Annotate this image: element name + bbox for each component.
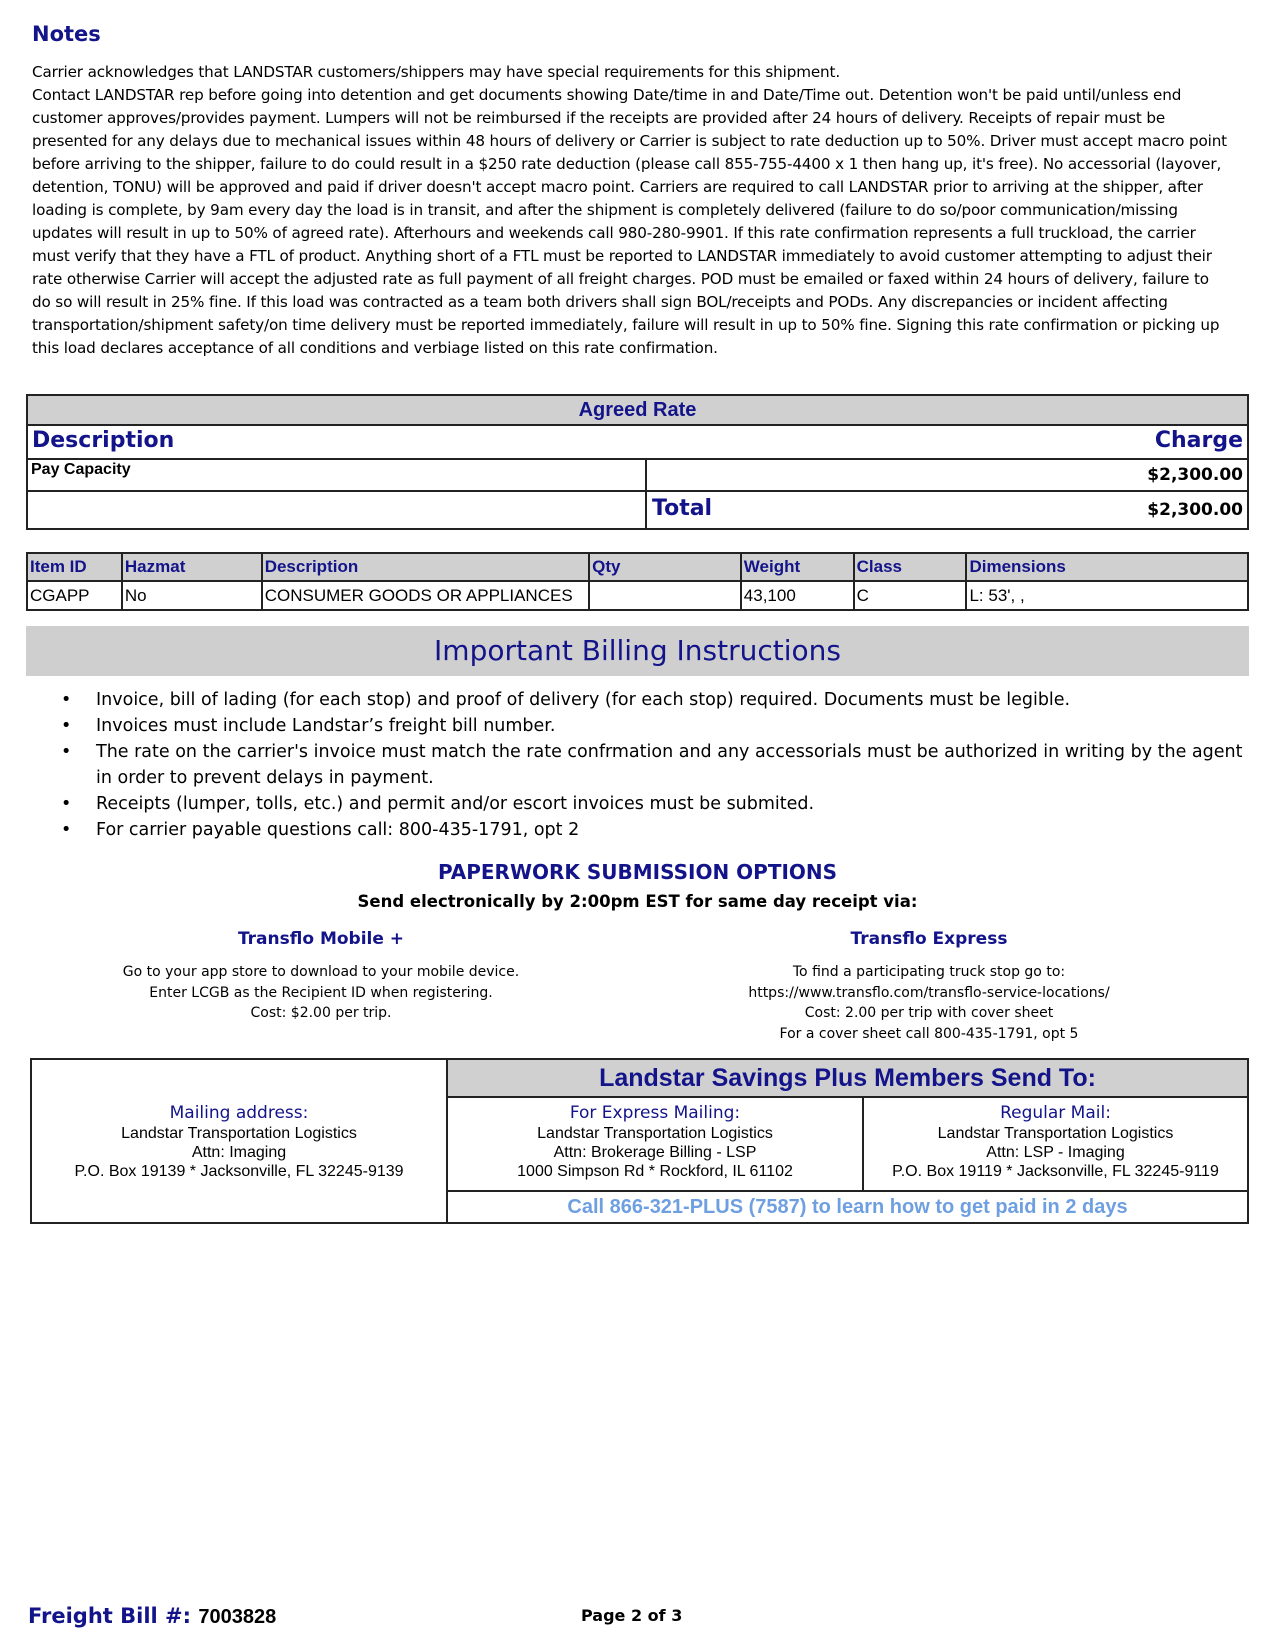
- list-item: • Invoice, bill of lading (for each stop) and proof of delivery (for each stop) required. Documents must be legible.: [58, 687, 1248, 713]
- text-line: Enter LCGB as the Recipient ID when registering.: [149, 984, 493, 1001]
- freight-bill-number: 7003828: [198, 1606, 277, 1628]
- address-line: Landstar Transportation Logistics: [537, 1125, 773, 1142]
- text-line: https://www.transflo.com/transflo-service-locations/: [748, 984, 1110, 1001]
- rate-total-row: [28, 492, 1247, 528]
- rate-item-amount: $2,300.00: [1147, 465, 1243, 485]
- column-header: Qty: [589, 553, 741, 581]
- column-header: Dimensions: [966, 553, 1248, 581]
- charge-label: Charge: [1154, 428, 1243, 453]
- address-line: Attn: LSP - Imaging: [986, 1144, 1125, 1161]
- rate-divider: [645, 460, 647, 528]
- list-item: • The rate on the carrier's invoice must match the rate confrmation and any accessorials must be authorized in writing by the agent in order to prevent delays in payment.: [58, 739, 1248, 791]
- column-header: Item ID: [27, 553, 122, 581]
- description-label: Description: [32, 428, 175, 453]
- table-cell: CONSUMER GOODS OR APPLIANCES: [262, 581, 589, 610]
- address-line: Attn: Brokerage Billing - LSP: [553, 1144, 757, 1161]
- text-line: To find a participating truck stop go to:: [792, 964, 1066, 980]
- table-cell: CGAPP: [27, 581, 122, 610]
- column-header: Class: [854, 553, 967, 581]
- transflo-express-heading: Transflo Express: [850, 929, 1008, 949]
- items-table: [26, 552, 1249, 611]
- regular-mail-heading: Regular Mail:: [1000, 1103, 1111, 1123]
- savings-plus-header: Landstar Savings Plus Members Send To:: [448, 1060, 1247, 1098]
- column-header: Weight: [741, 553, 854, 581]
- address-line: P.O. Box 19139 * Jacksonville, FL 32245-9139: [74, 1163, 404, 1180]
- total-amount: $2,300.00: [1147, 500, 1243, 520]
- table-cell: No: [122, 581, 262, 610]
- address-line: P.O. Box 19119 * Jacksonville, FL 32245-9119: [892, 1163, 1219, 1180]
- agreed-rate-box: [26, 394, 1249, 530]
- table-cell: C: [854, 581, 967, 610]
- rate-item-row: [28, 460, 1247, 492]
- table-cell: 43,100: [741, 581, 854, 610]
- list-item: • Invoices must include Landstar’s freight bill number.: [58, 713, 1248, 739]
- freight-bill-label: Freight Bill #:: [28, 1604, 192, 1628]
- freight-bill: [28, 1604, 276, 1629]
- paperwork-subtitle: Send electronically by 2:00pm EST for same day receipt via:: [357, 892, 918, 911]
- mailing-box: [30, 1058, 1249, 1224]
- express-mailing-section: [448, 1098, 864, 1190]
- list-item: • For carrier payable questions call: 800-435-1791, opt 2: [58, 817, 1248, 843]
- address-line: Landstar Transportation Logistics: [121, 1125, 357, 1142]
- items-header-row: [27, 553, 1248, 581]
- mailing-address-heading: Mailing address:: [169, 1103, 309, 1123]
- notes-title: Notes: [32, 22, 101, 46]
- column-header: Description: [262, 553, 589, 581]
- address-line: Attn: Imaging: [191, 1144, 287, 1161]
- address-line: Landstar Transportation Logistics: [937, 1125, 1174, 1142]
- billing-instructions-list: [58, 687, 1248, 843]
- table-cell: [589, 581, 741, 610]
- rate-column-header-row: [28, 426, 1247, 460]
- billing-instructions-title: Important Billing Instructions: [26, 626, 1249, 676]
- page-number: Page 2 of 3: [581, 1606, 683, 1625]
- address-line: 1000 Simpson Rd * Rockford, IL 61102: [517, 1163, 793, 1180]
- total-label: Total: [652, 496, 713, 521]
- mailing-address-section: [32, 1060, 448, 1222]
- table-row: [27, 581, 1248, 610]
- transflo-mobile-text: [88, 962, 554, 1024]
- text-line: Go to your app store to download to your mobile device.: [122, 964, 520, 980]
- transflo-mobile-heading: Transflo Mobile +: [237, 929, 405, 949]
- rate-item-name: Pay Capacity: [31, 461, 131, 478]
- transflo-express-text: [694, 962, 1164, 1044]
- column-header: Hazmat: [122, 553, 262, 581]
- notes-line-1: Carrier acknowledges that LANDSTAR customers/shippers may have special requirements for this shipment.: [32, 63, 841, 81]
- notes-body: [32, 61, 1232, 360]
- notes-paragraph: Contact LANDSTAR rep before going into detention and get documents showing Date/time in and Date/Time out. Detention won't be paid until/unless end customer approves/provides payment. Lumpers will not be reimbursed if the receipts are provided after 24 hours of delivery. Receipts of repair must be presented for any delays due to mechanical issues within 48 hours of delivery or Carrier is subject to rate deduction up to 50%. Driver must accept macro point before arriving to the shipper, failure to do could result in a $250 rate deduction (please call 855-755-4400 x 1 then hang up, it's free). No accessorial (layover, detention, TONU) will be approved and paid if driver doesn't accept macro point. Carriers are required to call LANDSTAR prior to arriving at the shipper, after loading is complete, by 9am every day the load is in transit, and after the shipment is completely delivered (failure to do so/poor communication/missing updates will result in up to 50% of agreed rate). Afterhours and weekends call 980-280-9901. If this rate confirmation represents a full truckload, the carrier must verify that they have a FTL of product. Anything short of a FTL must be reported to LANDSTAR immediately to avoid customer attempting to adjust their rate otherwise Carrier will accept the adjusted rate as full payment of all freight charges. POD must be emailed or faxed within 24 hours of delivery, failure to do so will result in 25% fine. If this load was contracted as a team both drivers shall sign BOL/receipts and PODs. Any discrepancies or incident affecting transportation/shipment safety/on time delivery must be reported immediately, failure will result in up to 50% fine. Signing this rate confirmation or picking up this load declares acceptance of all conditions and verbiage listed on this rate confirmation.: [32, 86, 1227, 357]
- text-line: Cost: 2.00 per trip with cover sheet: [804, 1005, 1054, 1021]
- text-line: For a cover sheet call 800-435-1791, opt 5: [779, 1025, 1079, 1042]
- table-cell: L: 53', ,: [966, 581, 1248, 610]
- express-mailing-heading: For Express Mailing:: [569, 1103, 741, 1123]
- paperwork-title: PAPERWORK SUBMISSION OPTIONS: [437, 860, 838, 884]
- savings-plus-call-line: Call 866-321-PLUS (7587) to learn how to get paid in 2 days: [448, 1190, 1247, 1222]
- list-item: • Receipts (lumper, tolls, etc.) and permit and/or escort invoices must be submited.: [58, 791, 1248, 817]
- agreed-rate-header: Agreed Rate: [28, 396, 1247, 426]
- regular-mail-section: [864, 1098, 1247, 1190]
- text-line: Cost: $2.00 per trip.: [250, 1005, 392, 1021]
